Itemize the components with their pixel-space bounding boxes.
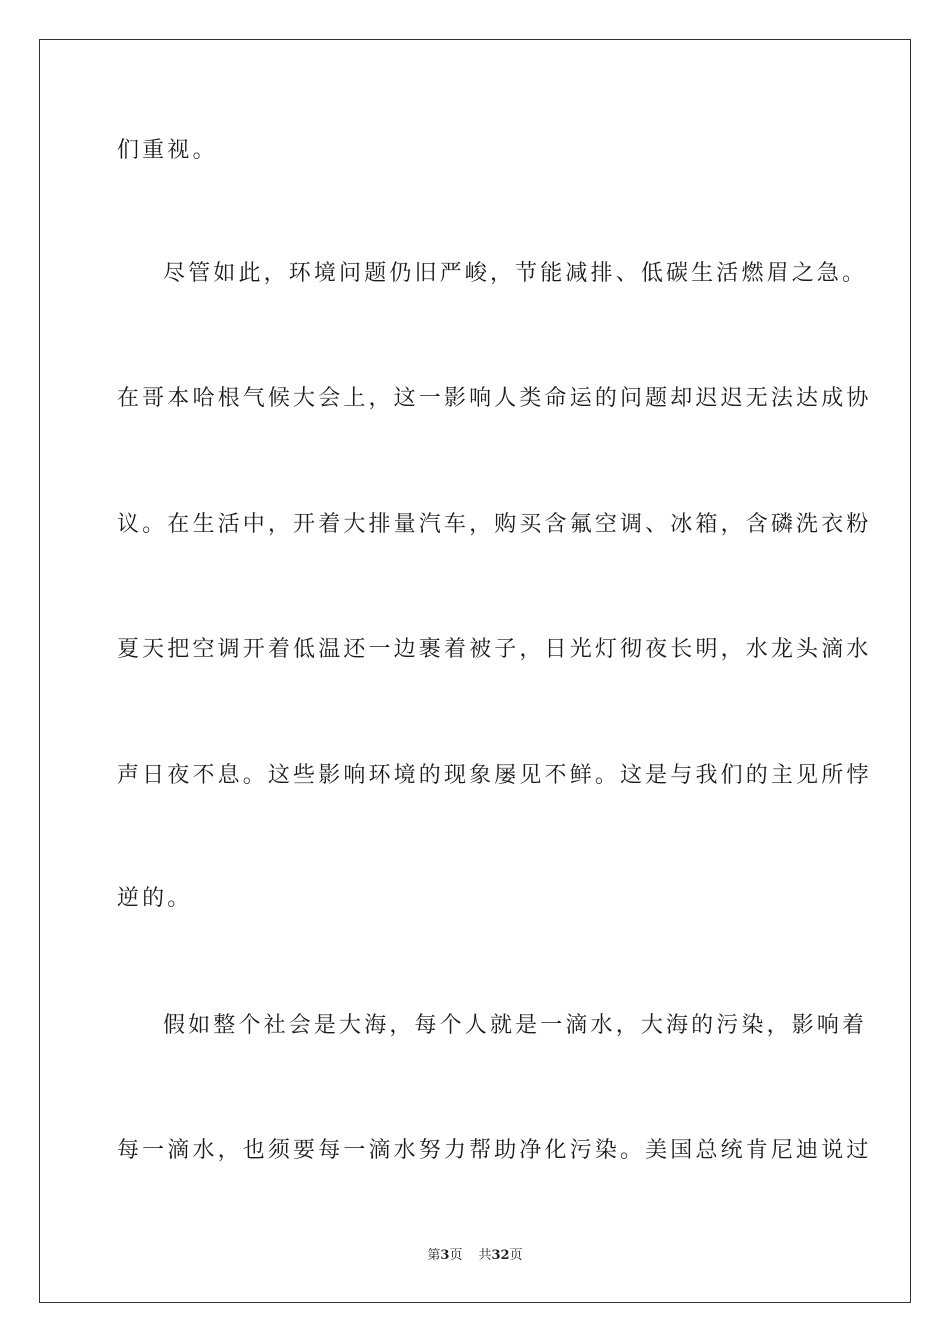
paragraph-2-line-3: 议。在生活中，开着大排量汽车，购买含氟空调、冰箱，含磷洗衣粉 <box>117 512 872 537</box>
paragraph-2-line-6: 逆的。 <box>117 886 193 911</box>
paragraph-2-line-1: 尽管如此，环境问题仍旧严峻，节能减排、低碳生活燃眉之急。 <box>163 261 868 286</box>
paragraph-3-line-2: 每一滴水，也须要每一滴水努力帮助净化污染。美国总统肯尼迪说过 <box>117 1138 872 1163</box>
page-footer <box>0 1247 950 1265</box>
paragraph-3-line-1: 假如整个社会是大海，每个人就是一滴水，大海的污染，影响着 <box>163 1013 868 1038</box>
paragraph-2-line-5: 声日夜不息。这些影响环境的现象屡见不鲜。这是与我们的主见所悖 <box>117 763 872 788</box>
total-pages-number: 32 <box>491 1248 510 1263</box>
page-current-number: 3 <box>440 1248 450 1263</box>
text-line-1: 们重视。 <box>117 138 218 163</box>
total-prefix: 共 <box>478 1248 492 1263</box>
page-prefix: 第 <box>427 1248 441 1263</box>
paragraph-2-line-2: 在哥本哈根气候大会上，这一影响人类命运的问题却迟迟无法达成协 <box>117 386 872 411</box>
page-border <box>39 39 911 1303</box>
total-suffix: 页 <box>509 1248 523 1263</box>
paragraph-2-line-4: 夏天把空调开着低温还一边裹着被子，日光灯彻夜长明，水龙头滴水 <box>117 637 872 662</box>
page-suffix: 页 <box>449 1248 463 1263</box>
